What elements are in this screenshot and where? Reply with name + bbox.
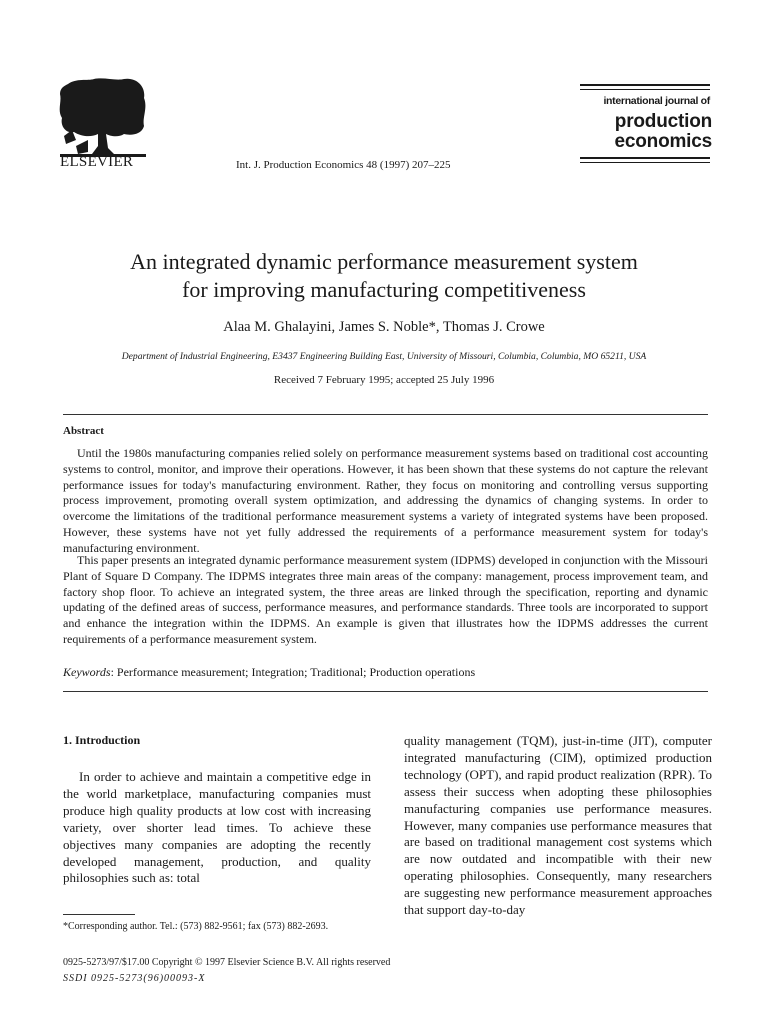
journal-kicker: international journal of bbox=[603, 95, 710, 107]
journal-name-line2: economics bbox=[614, 131, 712, 152]
journal-name-line1: production bbox=[614, 111, 712, 132]
keywords-list: : Performance measurement; Integration; Traditional; Production operations bbox=[110, 665, 476, 679]
journal-rule bbox=[580, 84, 710, 86]
left-column-text: In order to achieve and maintain a competitive edge in the world marketplace, manufacturing companies must produce high quality products at low cost with increasing variety, over shorter lead times. To achieve these objectives many companies are adopting the recently developed management, production, and quality philosophies such as: total bbox=[63, 769, 371, 886]
ssdi-line: SSDI 0925-5273(96)00093-X bbox=[63, 973, 206, 984]
publisher-name: ELSEVIER bbox=[60, 154, 134, 170]
footnote-rule bbox=[63, 914, 135, 915]
elsevier-tree-logo-icon bbox=[58, 78, 148, 158]
article-authors: Alaa M. Ghalayini, James S. Noble*, Thomas J. Crowe bbox=[223, 319, 545, 335]
journal-name bbox=[560, 112, 712, 152]
article-title bbox=[40, 248, 728, 304]
section-heading: 1. Introduction bbox=[63, 733, 141, 747]
journal-citation: Int. J. Production Economics 48 (1997) 207–225 bbox=[236, 159, 451, 171]
abstract-paragraph-2: This paper presents an integrated dynamic performance measurement system (IDPMS) developed in conjunction with the Missouri Plant of Square D Company. The IDPMS integrates three main areas of the company: management, process improvement team, and factory shop floor. To achieve an integrated system, the three areas are linked through the specification, reporting and dynamic updating of the defined areas of success, performance measures, and performance standards. Three tools are incorporated to support and enhance the integration within the IDPMS. An example is given that illustrates how the IDPMS addresses the current requirements of a performance measurement system. bbox=[63, 553, 708, 646]
keywords-line bbox=[63, 665, 475, 680]
right-column-text: quality management (TQM), just-in-time (JIT), computer integrated manufacturing (CIM), optimized production technology (OPT), and rapid product realization (RPR). To assess their success when adopting these philosophies manufacturing companies use performance measures. However, many companies use performance measures that are based on traditional management cost systems which are now outdated and incompatible with their new operating philosophies. Consequently, many researchers are suggesting new performance measurement approaches that support day-to-day bbox=[404, 733, 712, 918]
abstract-top-rule bbox=[63, 414, 708, 415]
journal-rule bbox=[580, 162, 710, 163]
abstract-paragraph-1: Until the 1980s manufacturing companies relied solely on performance measurement systems based on traditional cost accounting systems to control, monitor, and improve their operations. However, it has been shown that these systems do not capture the relevant performance issues for today's manufacturing environment. Rather, they focus on monitoring and controlling versus supporting process improvement, promoting overall system optimization, and addressing the dynamics of changing systems. In order to overcome the limitations of the traditional performance measurement systems a variety of integrated systems have been proposed. However, these systems have not yet fully addressed the requirements of a performance measurement system for today's manufacturing environment. bbox=[63, 446, 708, 555]
corresponding-author-footnote: *Corresponding author. Tel.: (573) 882-9561; fax (573) 882-2693. bbox=[63, 921, 329, 932]
abstract-bottom-rule bbox=[63, 691, 708, 692]
article-title-line2: for improving manufacturing competitiveness bbox=[182, 277, 586, 302]
author-affiliation: Department of Industrial Engineering, E3437 Engineering Building East, University of Missouri, Columbia, Columbia, MO 65211, USA bbox=[121, 351, 647, 362]
abstract-heading: Abstract bbox=[63, 425, 104, 437]
received-dates: Received 7 February 1995; accepted 25 July 1996 bbox=[273, 374, 495, 386]
journal-rule bbox=[580, 89, 710, 90]
copyright-line: 0925-5273/97/$17.00 Copyright © 1997 Elsevier Science B.V. All rights reserved bbox=[63, 957, 391, 968]
journal-rule bbox=[580, 157, 710, 159]
keywords-label: Keywords bbox=[63, 665, 111, 679]
article-title-line1: An integrated dynamic performance measurement system bbox=[130, 249, 638, 274]
